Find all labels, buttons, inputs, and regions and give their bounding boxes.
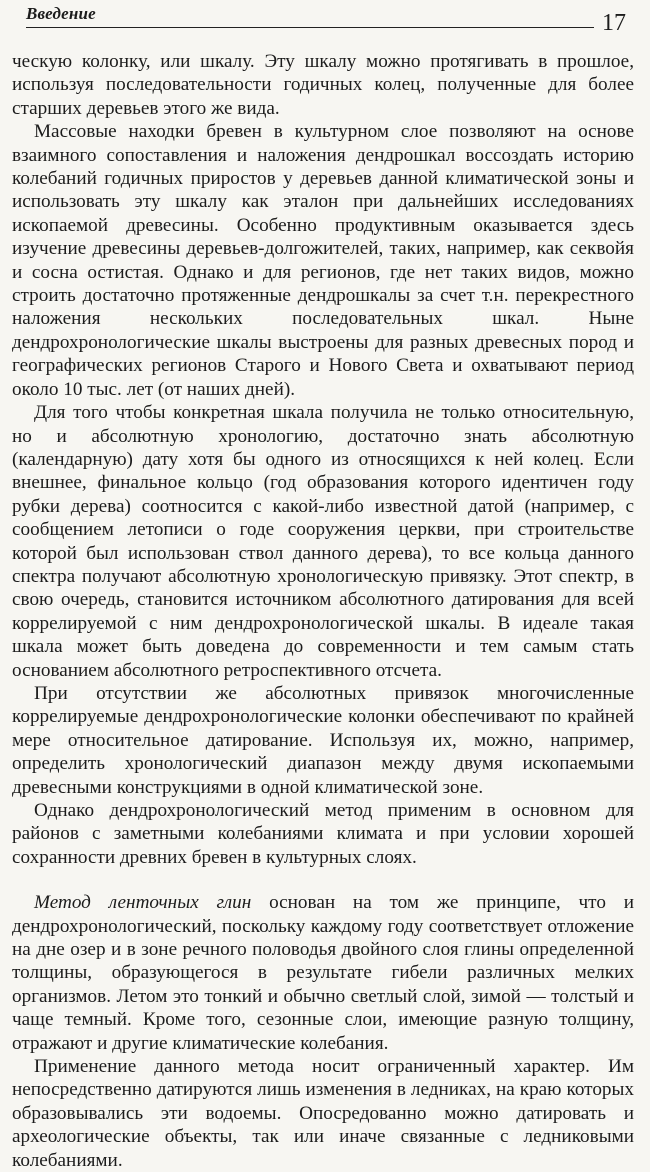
paragraph-continuation: ческую колонку, или шкалу. Эту шкалу можно протягивать в прошлое, используя последовательности годичных колец, полученные для более старших деревьев этого же вида.: [12, 51, 634, 119]
paragraph-log-finds: Массовые находки бревен в культурном слое позволяют на основе взаимного сопоставления и наложения дендрошкал воссоздать историю колебаний годичных приростов у деревьев данной климатической зоны и использовать эту шкалу как эталон при дальнейших исследованиях ископаемой древесины. Особенно продуктивным оказывается здесь изучение древесины деревьев-долгожителей, таких, например, как секвойя и сосна остистая. Однако и для регионов, где нет таких видов, можно строить достаточно протяженные дендрошкалы за счет т.н. перекрестного наложения нескольких последовательных шкал. Ныне дендрохронологические шкалы выстроены для разных древесных пород и географических регионов Старого и Нового Света и охватывают период около 10 тыс. лет (от наших дней).: [12, 121, 634, 400]
paragraph-varve-application: Применение данного метода носит ограниченный характер. Им непосредственно датируются лишь изменения в ледниках, на краю которых образовывались эти водоемы. Опосредованно можно датировать и археологические объекты, так или иначе связанные с ледниковыми колебаниями.: [12, 1056, 634, 1171]
paragraph-absolute-chronology: Для того чтобы конкретная шкала получила не только относительную, но и абсолютную хронологию, достаточно знать абсолютную (календарную) дату хотя бы одного из относящихся к ней колец. Если внешнее, финальное кольцо (год образования которого идентичен году рубки дерева) соотносится с какой-либо известной датой (например, с сообщением летописи о годе сооружения церкви, при строительстве которой был использован ствол данного дерева), то все кольца данного спектра получают абсолютную хронологическую привязку. Этот спектр, в свою очередь, становится источником абсолютного датирования для всей коррелируемой с ним дендрохронологической шкалы. В идеале такая шкала может быть доведена до современности и тем самым стать основанием абсолютного ретроспективного отсчета.: [12, 402, 634, 681]
body-text: [12, 50, 634, 1172]
varve-method-text: основан на том же принципе, что и дендрохронологический, поскольку каждому году соответствует отложение на дне озер и в зоне речного половодья двойного слоя глины определенной толщины, образующегося в результате гибели различных мелких организмов. Летом это тонкий и обычно светлый слой, зимой — толстый и чаще темный. Кроме того, сезонные слои, имеющие разную толщину, отражают и другие климатические колебания.: [12, 892, 634, 1054]
paragraph-method-limits: Однако дендрохронологический метод применим в основном для районов с заметными колебаниями климата и при условии хорошей сохранности древних бревен в культурных слоях.: [12, 800, 634, 868]
running-head: Введение: [26, 4, 96, 23]
paragraph-relative-dating: При отсутствии же абсолютных привязок многочисленные коррелируемые дендрохронологические колонки обеспечивают по крайней мере относительное датирование. Используя их, можно, например, определить хронологический диапазон между двумя ископаемыми древесными конструкциями в одной климатической зоне.: [12, 682, 634, 798]
page-header: [12, 0, 634, 44]
paragraph-varve-method: [12, 891, 634, 1055]
section-gap: [12, 869, 634, 891]
term-varve-method: Метод ленточных глин: [34, 892, 252, 914]
page-number: 17: [602, 10, 626, 36]
header-rule: [26, 27, 594, 28]
